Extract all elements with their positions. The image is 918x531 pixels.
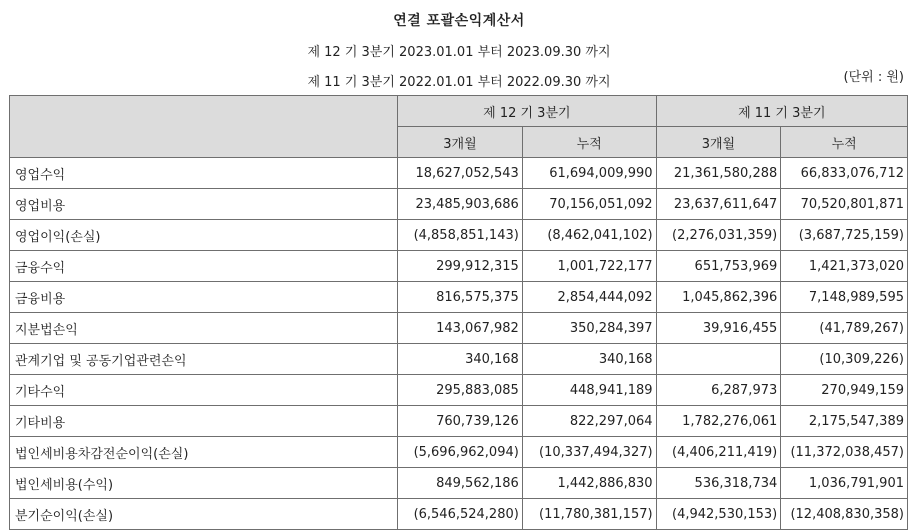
header-prior-cumulative: 누적 <box>781 127 908 158</box>
table-row <box>10 468 908 499</box>
statement-title: 연결 포괄손익계산서 <box>393 13 525 29</box>
header-current-cumulative: 누적 <box>522 127 656 158</box>
row-value: 299,912,315 <box>398 251 523 282</box>
row-value: (4,942,530,153) <box>656 499 781 530</box>
row-value: (8,462,041,102) <box>522 220 656 251</box>
row-value: 66,833,076,712 <box>781 158 908 189</box>
row-value: (12,408,830,358) <box>781 499 908 530</box>
row-value: 822,297,064 <box>522 406 656 437</box>
row-value: 23,637,611,647 <box>656 189 781 220</box>
row-value: 23,485,903,686 <box>398 189 523 220</box>
unit-label: (단위 : 원) <box>843 70 904 85</box>
row-value <box>656 344 781 375</box>
header-group-current: 제 12 기 3분기 <box>398 96 656 127</box>
table-row <box>10 189 908 220</box>
period-prior: 제 11 기 3분기 2022.01.01 부터 2022.09.30 까지 <box>307 75 611 90</box>
row-label: 기타비용 <box>10 406 398 437</box>
row-label: 영업수익 <box>10 158 398 189</box>
row-label: 관계기업 및 공동기업관련손익 <box>10 344 398 375</box>
row-value: (6,546,524,280) <box>398 499 523 530</box>
row-value: (11,780,381,157) <box>522 499 656 530</box>
row-label: 영업이익(손실) <box>10 220 398 251</box>
row-value: (4,406,211,419) <box>656 437 781 468</box>
row-value: 1,421,373,020 <box>781 251 908 282</box>
table-row <box>10 406 908 437</box>
row-value: 350,284,397 <box>522 313 656 344</box>
row-value: 448,941,189 <box>522 375 656 406</box>
row-value: 295,883,085 <box>398 375 523 406</box>
row-value: 1,782,276,061 <box>656 406 781 437</box>
table-row <box>10 344 908 375</box>
row-value: 536,318,734 <box>656 468 781 499</box>
row-label: 법인세비용차감전순이익(손실) <box>10 437 398 468</box>
header-prior-3m: 3개월 <box>656 127 781 158</box>
row-value: 816,575,375 <box>398 282 523 313</box>
table-row <box>10 251 908 282</box>
row-value: (10,309,226) <box>781 344 908 375</box>
row-value: (2,276,031,359) <box>656 220 781 251</box>
row-value: 61,694,009,990 <box>522 158 656 189</box>
period-current: 제 12 기 3분기 2023.01.01 부터 2023.09.30 까지 <box>307 45 611 60</box>
row-value: 39,916,455 <box>656 313 781 344</box>
row-value: 6,287,973 <box>656 375 781 406</box>
row-label: 법인세비용(수익) <box>10 468 398 499</box>
row-label: 금융비용 <box>10 282 398 313</box>
row-value: (5,696,962,094) <box>398 437 523 468</box>
row-value: 651,753,969 <box>656 251 781 282</box>
income-statement-table <box>9 95 908 530</box>
table-row <box>10 499 908 530</box>
row-value: 2,175,547,389 <box>781 406 908 437</box>
header-item <box>10 96 398 158</box>
row-value: 1,442,886,830 <box>522 468 656 499</box>
row-label: 영업비용 <box>10 189 398 220</box>
row-value: 21,361,580,288 <box>656 158 781 189</box>
table-row <box>10 375 908 406</box>
row-value: 340,168 <box>398 344 523 375</box>
row-value: 2,854,444,092 <box>522 282 656 313</box>
header-group-prior: 제 11 기 3분기 <box>656 96 907 127</box>
row-value: 7,148,989,595 <box>781 282 908 313</box>
row-value: 70,156,051,092 <box>522 189 656 220</box>
header-current-3m: 3개월 <box>398 127 523 158</box>
row-value: (11,372,038,457) <box>781 437 908 468</box>
row-value: 760,739,126 <box>398 406 523 437</box>
row-value: (41,789,267) <box>781 313 908 344</box>
row-value: (4,858,851,143) <box>398 220 523 251</box>
row-value: 18,627,052,543 <box>398 158 523 189</box>
row-value: 1,036,791,901 <box>781 468 908 499</box>
row-label: 지분법손익 <box>10 313 398 344</box>
table-row <box>10 220 908 251</box>
table-row <box>10 313 908 344</box>
header-row-group <box>10 96 908 127</box>
table-row <box>10 437 908 468</box>
table-row <box>10 158 908 189</box>
row-value: 70,520,801,871 <box>781 189 908 220</box>
row-label: 금융수익 <box>10 251 398 282</box>
row-value: 143,067,982 <box>398 313 523 344</box>
row-value: 1,045,862,396 <box>656 282 781 313</box>
row-value: (10,337,494,327) <box>522 437 656 468</box>
row-value: 270,949,159 <box>781 375 908 406</box>
row-value: 849,562,186 <box>398 468 523 499</box>
row-value: (3,687,725,159) <box>781 220 908 251</box>
row-label: 분기순이익(손실) <box>10 499 398 530</box>
row-label: 기타수익 <box>10 375 398 406</box>
row-value: 1,001,722,177 <box>522 251 656 282</box>
table-row <box>10 282 908 313</box>
row-value: 340,168 <box>522 344 656 375</box>
